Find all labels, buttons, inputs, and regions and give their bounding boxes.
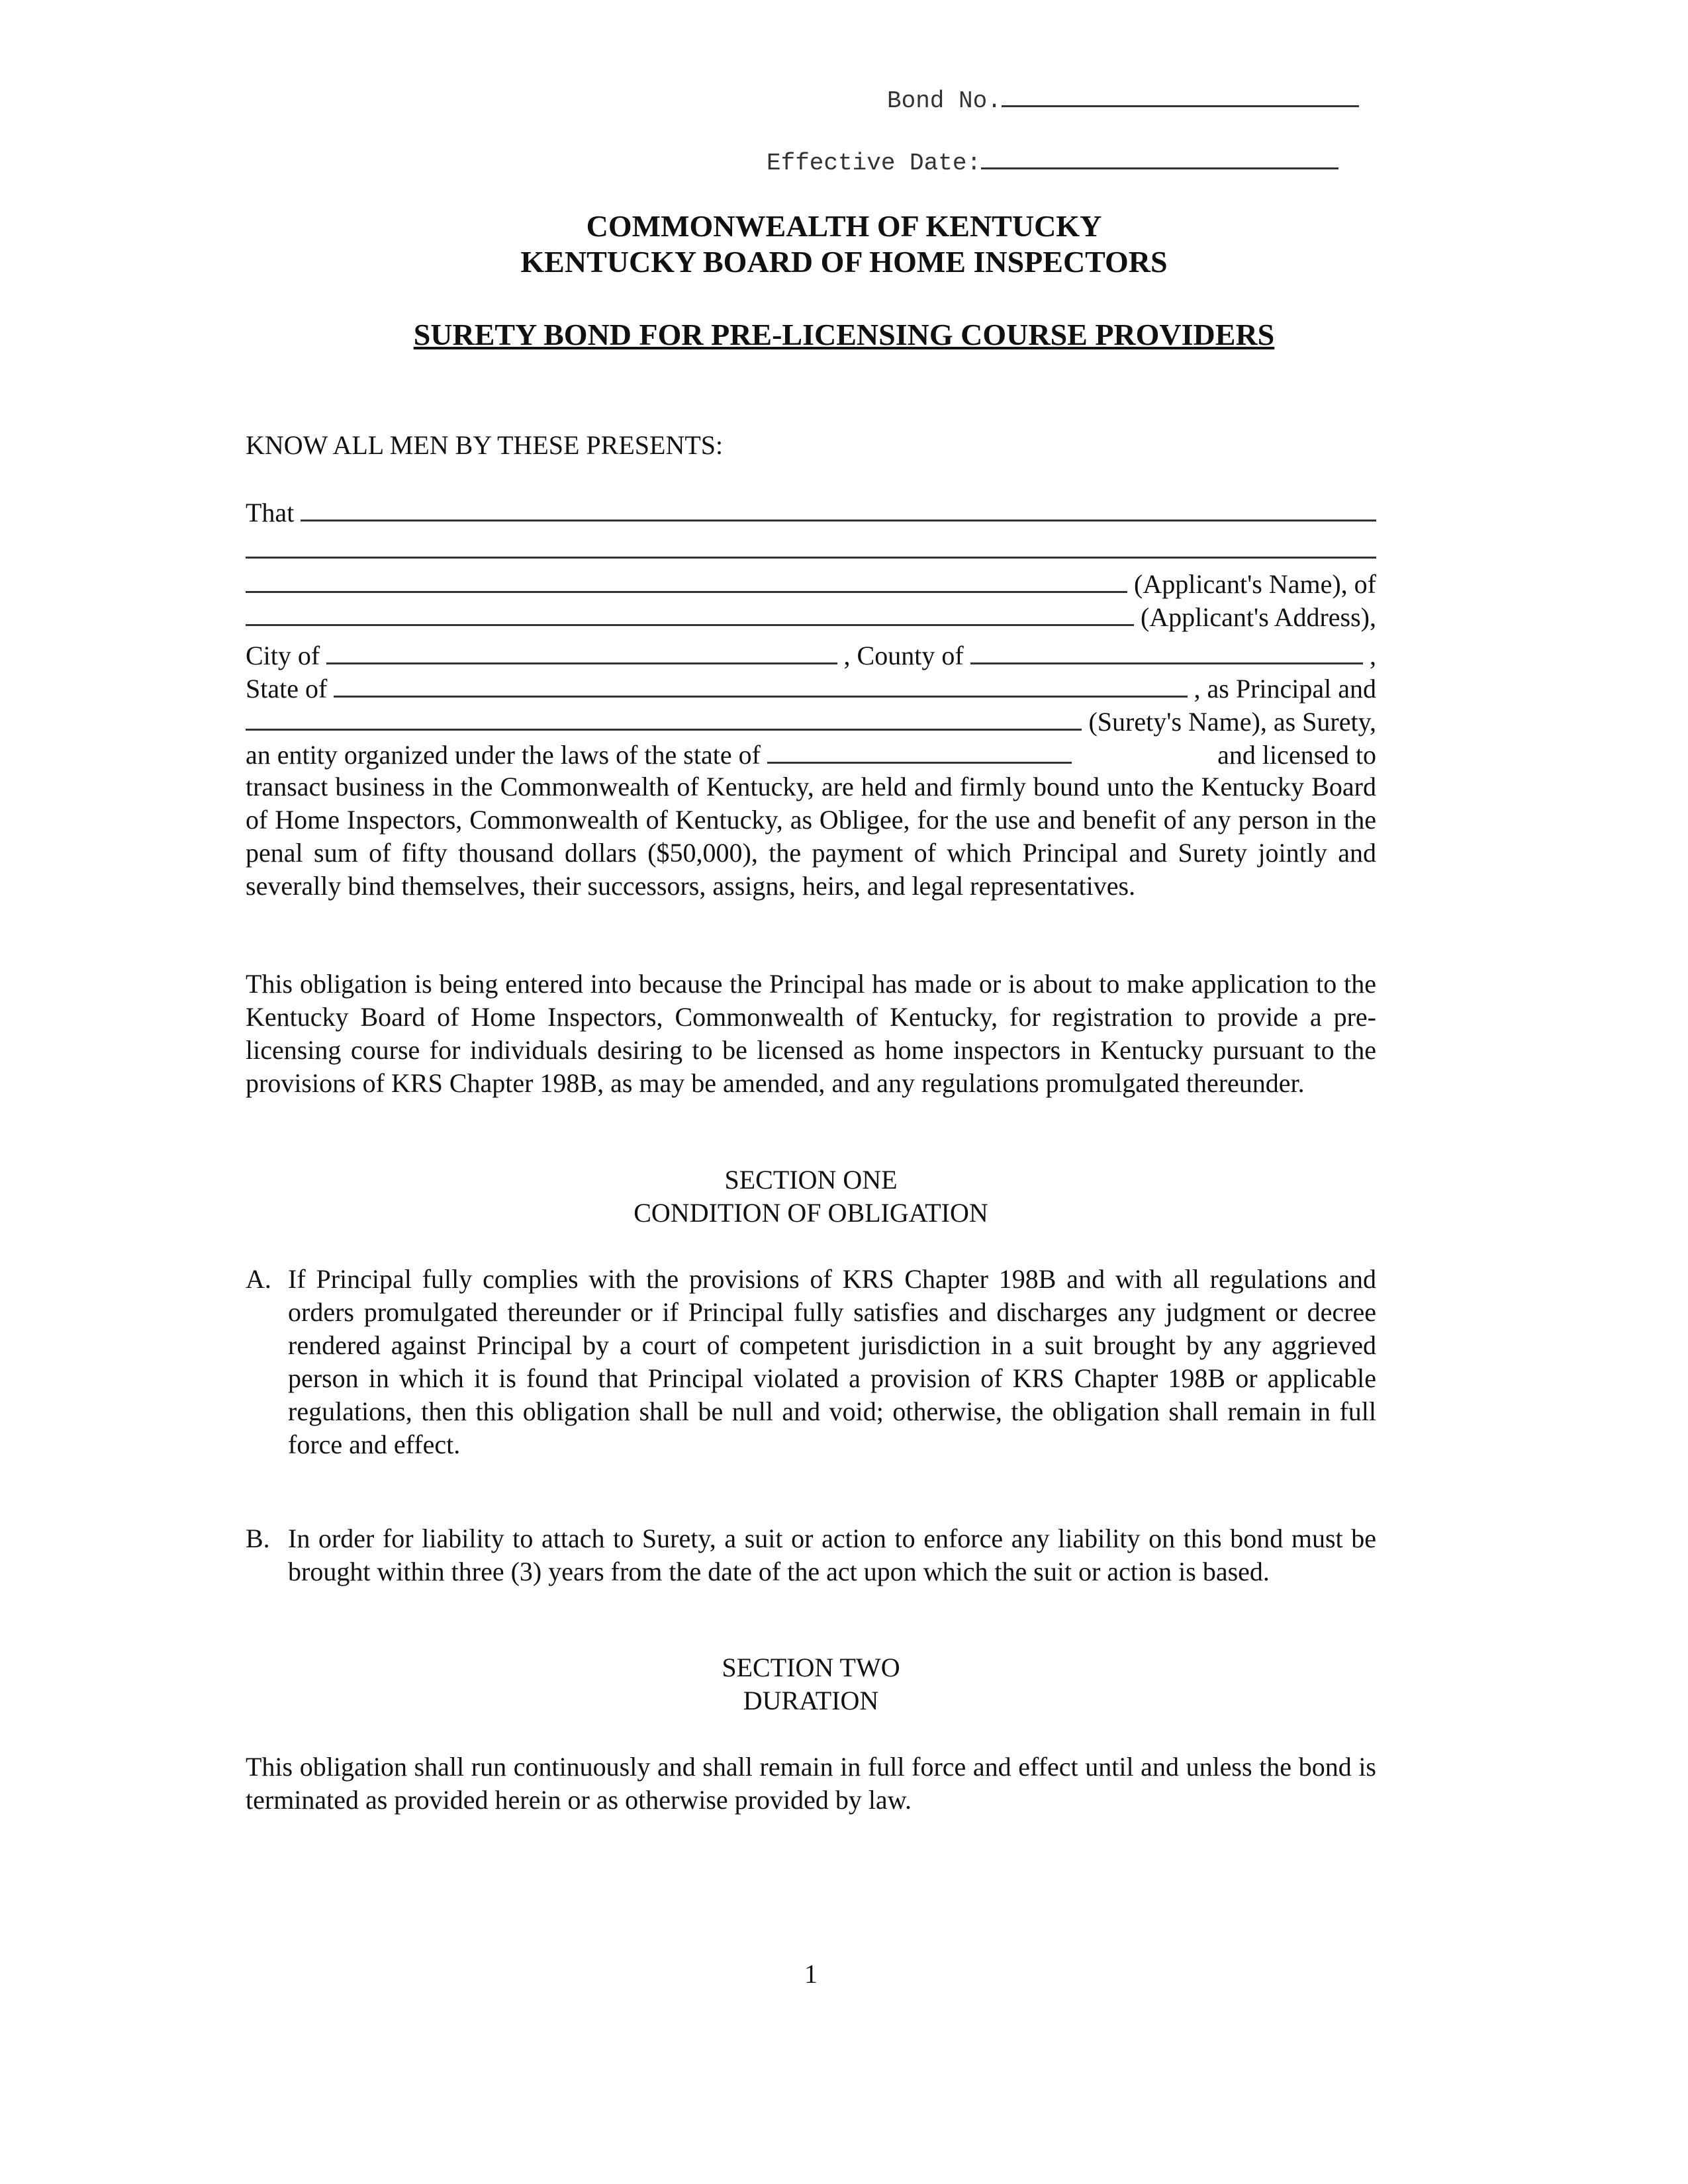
effective-date-field (767, 150, 1338, 177)
section-one-item-a (246, 1263, 1376, 1461)
entity-state-blank[interactable] (767, 762, 1072, 764)
that-continued-row (246, 533, 1376, 567)
title-line2: KENTUCKY BOARD OF HOME INSPECTORS (520, 245, 1168, 279)
intro-text: KNOW ALL MEN BY THESE PRESENTS: (246, 430, 724, 460)
that-row (246, 496, 1376, 529)
county-comma: , (1370, 641, 1376, 670)
section-one-heading: SECTION ONE (724, 1165, 898, 1195)
bond-no-blank[interactable] (1002, 105, 1359, 107)
section-two-subheading: DURATION (743, 1686, 879, 1715)
section-two-text: This obligation shall run continuously and shall remain in full force and effect until and unless the bond is terminated as provided herein or as otherwise provided by law. (246, 1752, 1376, 1815)
applicant-name-row (246, 568, 1376, 601)
surety-row (246, 705, 1376, 739)
paragraph-obligation-purpose: This obligation is being entered into because the Principal has made or is about to make application to the Kentucky Board of Home Inspectors, Commonwealth of Kentucky, for registration to provide a pre-licensing course for individuals desiring to be licensed as home inspectors in Kentucky pursuant to the provisions of KRS Chapter 198B, as may be amended, and any regulations promulgated thereunder. (246, 969, 1376, 1098)
county-blank[interactable] (970, 662, 1363, 664)
applicant-address-label: (Applicant's Address), (1140, 602, 1376, 632)
effective-date-blank[interactable] (981, 167, 1338, 169)
entity-row (246, 739, 1376, 772)
title-line1: COMMONWEALTH OF KENTUCKY (586, 209, 1102, 243)
principal-label: , as Principal and (1194, 674, 1376, 704)
state-blank[interactable] (334, 696, 1187, 698)
item-label: B. (246, 1524, 270, 1553)
that-label: That (246, 498, 295, 527)
applicant-name-label: (Applicant's Name), of (1134, 569, 1376, 599)
state-label: State of (246, 674, 328, 704)
item-text: If Principal fully complies with the provisions of KRS Chapter 198B and with all regulations and orders promulgated thereunder or if Principal fully satisfies and discharges any judgment or decree rendered against Principal by a court of competent jurisdiction in a suit brought by any aggrieved person in which it is found that Principal violated a provision of KRS Chapter 198B or applicable regulations, then this obligation shall be null and void; otherwise, the obligation shall remain in full force and effect. (288, 1264, 1376, 1459)
bond-no-field (887, 87, 1359, 114)
applicant-name-blank[interactable] (246, 591, 1127, 593)
surety-name-blank[interactable] (246, 729, 1082, 731)
section-two-heading: SECTION TWO (722, 1653, 900, 1682)
bond-no-label: Bond No. (887, 87, 1002, 114)
surety-label: (Surety's Name), as Surety, (1088, 707, 1376, 737)
item-label: A. (246, 1264, 271, 1294)
item-text: In order for liability to attach to Surety, a suit or action to enforce any liability on this bond must be brought within three (3) years from the date of the act upon which the suit or action is based. (288, 1524, 1376, 1586)
page-number: 1 (804, 1959, 818, 1989)
paragraph-bond-terms: transact business in the Commonwealth of Kentucky, are held and firmly bound unto the Kentucky Board of Home Inspectors, Commonwealth of Kentucky, as Obligee, for the use and benefit of any person in the penal sum of fifty thousand dollars ($50,000), the payment of which Principal and Surety jointly and severally bind themselves, their successors, assigns, heirs, and legal representatives. (246, 772, 1376, 901)
that-continued-blank[interactable] (246, 557, 1376, 559)
entity-label: an entity organized under the laws of the state of (246, 740, 761, 770)
city-label: City of (246, 641, 320, 670)
city-blank[interactable] (326, 662, 837, 664)
section-one-item-b (246, 1522, 1376, 1588)
applicant-address-blank[interactable] (246, 624, 1134, 626)
licensed-label: and licensed to (1217, 740, 1376, 770)
document-subtitle (0, 316, 1688, 353)
applicant-address-row (246, 601, 1376, 634)
state-row (246, 672, 1376, 705)
that-blank[interactable] (301, 520, 1376, 522)
effective-date-label: Effective Date: (767, 150, 982, 177)
county-label: , County of (843, 641, 964, 670)
section-one-subheading: CONDITION OF OBLIGATION (633, 1198, 988, 1228)
city-county-row (246, 639, 1376, 672)
subtitle-text: SURETY BOND FOR PRE-LICENSING COURSE PROVIDERS (413, 318, 1275, 351)
